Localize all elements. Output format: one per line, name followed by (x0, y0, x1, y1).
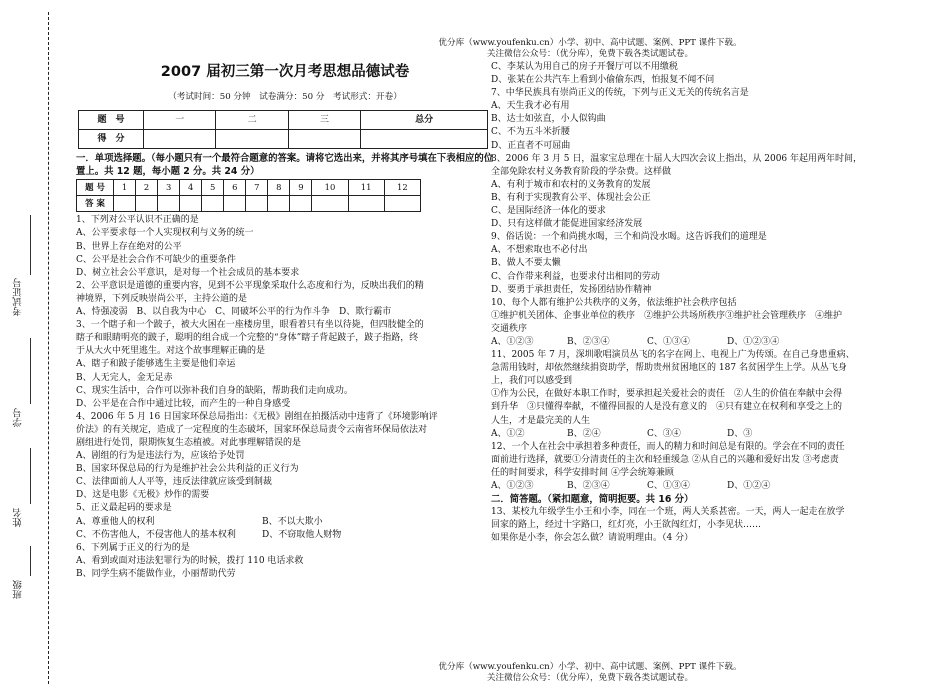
exam-id-fill-line[interactable] (30, 215, 31, 275)
header-bottom (260, 662, 920, 684)
score-table-row (79, 111, 488, 130)
option-c: C、③④ (647, 428, 681, 439)
section1-heading: 一．单项选择题。（每小题只有一个最符合题意的答案。请将它选出来，并将其序号填在下表相应的位置上。共 12 题，每小题 2 分。共 24 分） (76, 153, 494, 178)
question-line: 到升华 ③只懂得奉献，不懂得回报的人是没有意义的 ④只有建立在权利和享受之上的 (491, 402, 843, 413)
answer-header-cell: 2 (136, 180, 158, 196)
question-line: 神境界，下列反映崇尚公平，主持公道的是 (76, 293, 248, 304)
score-input-cell[interactable] (144, 130, 216, 149)
q5-options-row2 (76, 529, 494, 542)
answer-header-cell: 7 (246, 180, 268, 196)
answer-input-cell[interactable] (290, 196, 312, 212)
answer-table (76, 179, 421, 212)
question-line: 9、俗话说：一个和尚挑水喝，三个和尚没水喝。这告诉我们的道理是 (491, 232, 767, 243)
answer-input-cell[interactable] (180, 196, 202, 212)
header-line1: 优分库（www.youfenku.cn）小学、初中、高中试题、案例、PPT 课件下载。 (438, 38, 742, 48)
score-cell: 得 分 (79, 130, 144, 149)
answer-input-cell[interactable] (384, 196, 420, 212)
q5-options-row1 (76, 516, 494, 529)
question-line: C、现实生活中，合作可以弥补我们自身的缺陷，帮助我们走向成功。 (76, 385, 353, 396)
score-cell: 一 (144, 111, 216, 130)
answer-header-cell: 1 (114, 180, 136, 196)
question-line: D、要勇于承担责任，发扬团结协作精神 (491, 284, 652, 295)
page-title: 2007 届初三第一次月考思想品德试卷 (160, 64, 410, 80)
option-c: C、不伤害他人，不侵害他人的基本权利 (76, 529, 236, 540)
option-d: D、①②③④ (727, 336, 780, 347)
question-line: 10、每个人都有维护公共秩序的义务，依法维护社会秩序包括 (491, 297, 737, 308)
q12-options (491, 480, 923, 493)
option-a: A、①② (491, 428, 525, 439)
answer-input-cell[interactable] (114, 196, 136, 212)
option-b: B、②③④ (567, 481, 610, 491)
score-cell: 题 号 (79, 111, 144, 130)
question-line: A、剧组的行为是违法行为，应该给予处罚 (76, 451, 245, 462)
option-b: B、②④ (567, 428, 601, 439)
answer-input-cell[interactable] (268, 196, 290, 212)
question-line: 8、2006 年 3 月 5 日，温家宝总理在十届人大四次会议上指出，从 2006 年起用两年时间， (491, 153, 863, 164)
question-line: A、不想索取也不必付出 (491, 245, 588, 256)
answer-input-cell[interactable] (158, 196, 180, 212)
option-c: C、①③④ (647, 481, 690, 491)
answer-header-cell: 题 号 (77, 180, 114, 196)
answer-input-cell[interactable] (136, 196, 158, 212)
score-table-row (79, 130, 488, 149)
left-question-lines (76, 214, 494, 581)
answer-header-cell: 12 (384, 180, 420, 196)
question-line: 7、中华民族具有崇尚正义的传统，下列与正义无关的传统名言是 (491, 88, 749, 99)
answer-header-cell: 10 (312, 180, 348, 196)
score-cell: 总分 (361, 111, 488, 130)
answer-header-cell: 5 (202, 180, 224, 196)
question-line: 回家的路上，经过十字路口，红灯亮，小王欲闯红灯，小李见状…… (491, 520, 762, 531)
option-b: B、②③④ (567, 336, 610, 347)
question-line: 价法》的有关规定，造成了一定程度的生态破坏，国家环保总局责令云南省环保局依法对 (76, 424, 428, 435)
question-line: 任的时间要求，科学安排时间 ④学会统筹兼顾 (491, 467, 674, 478)
binding-dashed-line (48, 12, 49, 684)
q11-options (491, 428, 923, 441)
question-line: ①作为公民，在做好本职工作时，要承担起关爱社会的责任 ②人生的价值在奉献中会得 (491, 389, 843, 400)
question-line: D、只有这样做才能促进国家经济发展 (491, 219, 643, 230)
footer-line1: 优分库（www.youfenku.cn）小学、初中、高中试题、案例、PPT 课件下载。 (438, 662, 742, 672)
option-c: C、①③④ (647, 336, 690, 347)
question-line: A、瞎子和跛子能够逃生主要是他们幸运 (76, 359, 236, 370)
option-d: D、不窃取他人财物 (262, 529, 342, 540)
score-cell: 三 (288, 111, 360, 130)
seat-label: 学号 (13, 408, 24, 427)
answer-header-cell: 3 (158, 180, 180, 196)
question-line: B、人无完人，金无足赤 (76, 372, 173, 383)
option-d: D、①②④ (727, 481, 771, 491)
answer-table-answer-row (77, 196, 421, 212)
answer-input-cell[interactable] (202, 196, 224, 212)
question-line: B、同学生病不能做作业，小丽帮助代劳 (76, 568, 236, 579)
question-line: D、树立社会公平意识，是对每一个社会成员的基本要求 (76, 267, 300, 278)
answer-label-cell: 答 案 (77, 196, 114, 212)
question-line: 剧组进行处罚，限期恢复生态植被。对此事理解错误的是 (76, 437, 302, 448)
question-line: A、天生我才必有用 (491, 101, 570, 112)
option-b: B、不以大欺小 (262, 516, 323, 527)
option-a: A、①②③ (491, 481, 534, 491)
score-input-cell[interactable] (361, 130, 488, 149)
score-input-cell[interactable] (288, 130, 360, 149)
question-line: 2、公平意识是道德的重要内容，见到不公平现象采取什么态度和行为，反映出我们的精 (76, 280, 424, 291)
class-label: 班级 (13, 580, 24, 599)
exam-id-label: 考试证号 (13, 278, 24, 316)
option-d: D、③ (727, 428, 753, 439)
score-input-cell[interactable] (216, 130, 288, 149)
question-line: 交通秩序 (491, 323, 528, 334)
class-fill-line[interactable] (30, 546, 31, 576)
answer-header-cell: 6 (224, 180, 246, 196)
answer-header-cell: 4 (180, 180, 202, 196)
question-line: C、不为五斗米折腰 (491, 127, 570, 138)
question-line: B、达士如弦直，小人似钩曲 (491, 114, 606, 125)
seat-fill-line[interactable] (30, 338, 31, 404)
answer-input-cell[interactable] (224, 196, 246, 212)
question-line: 全部免除农村义务教育阶段的学杂费。这样做 (491, 166, 672, 177)
question-line: A、看到或面对违法犯罪行为的时候，拨打 110 电话求救 (76, 555, 304, 566)
answer-input-cell[interactable] (312, 196, 348, 212)
question-line: D、正直者不可屈曲 (491, 140, 571, 151)
question-line: 13、某校九年级学生小王和小李，同在一个班，两人关系甚密。一天，两人一起走在放学 (491, 507, 845, 518)
question-line: 瞎子和眼睛明亮的跛子，聪明的组合成一个完整的“身体”瞎子背起跛子，跛子指路，终 (76, 333, 419, 344)
answer-header-cell: 8 (268, 180, 290, 196)
answer-input-cell[interactable] (246, 196, 268, 212)
score-table (78, 110, 488, 149)
option-a: A、尊重他人的权利 (76, 516, 155, 527)
question-line: C、法律面前人人平等，违反法律就应该受到制裁 (76, 477, 272, 488)
question-line: 人生，才是最完美的人生 (491, 415, 591, 426)
question-line: 面前进行选择，就要①分清责任的主次和轻重缓急 ②从自己的兴趣和爱好出发 ③考虑责 (491, 454, 839, 465)
question-line: B、做人不要太懒 (491, 258, 561, 269)
question-line: B、世界上存在绝对的公平 (76, 241, 182, 252)
question-line: C、是国际经济一体化的要求 (491, 206, 606, 217)
answer-input-cell[interactable] (348, 196, 384, 212)
option-a: A、①②③ (491, 336, 534, 347)
question-line: 5、正义最起码的要求是 (76, 503, 172, 514)
question-line: B、国家环保总局的行为是维护社会公共利益的正义行为 (76, 464, 299, 475)
question-line: 如果你是小李，你会怎么做？请说明理由。（4 分） (491, 533, 694, 544)
q10-options (491, 336, 923, 349)
answer-header-cell: 9 (290, 180, 312, 196)
question-line: B、有利于实现教育公平、体现社会公正 (491, 192, 651, 203)
name-label: 姓名 (13, 508, 24, 527)
question-line: 6、下列属于正义的行为的是 (76, 542, 190, 553)
answer-header-cell: 11 (348, 180, 384, 196)
exam-info: （考试时间：50 分钟 试卷满分：50 分 考试形式：开卷） (168, 92, 402, 103)
question-line: 于从大火中死里逃生。对这个故事理解正确的是 (76, 346, 266, 357)
footer-line2: 关注微信公众号：（优分库），免费下载各类试题试卷。 (486, 673, 694, 683)
question-line: A、有利于城市和农村的义务教育的发展 (491, 179, 651, 190)
right-column (491, 61, 923, 545)
question-line: 上，我们可以感受到 (491, 376, 573, 387)
header-line2: 关注微信公众号：（优分库），免费下载各类试题试卷。 (486, 49, 694, 59)
question-line: D、这是电影《无极》炒作的需要 (76, 490, 210, 501)
section2-heading: 二．简答题。（紧扣题意，简明扼要。共 16 分） (491, 494, 694, 506)
question-line: C、李某认为用自己的房子开餐厅可以不用缴税 (491, 62, 678, 72)
left-column (76, 56, 494, 581)
question-line: C、公平是社会合作不可缺少的重要条件 (76, 254, 236, 265)
question-line: C、合作带来利益，也要求付出相同的劳动 (491, 271, 660, 282)
question-line: D、张某在公共汽车上看到小偷偷东西，怕报复不闻不问 (491, 75, 715, 86)
question-line: A、公平要求每一个人实现权利与义务的统一 (76, 228, 254, 239)
question-line: 3、一个瞎子和一个跛子，被大火困在一座楼房里，眼看着只有坐以待毙，但四肢健全的 (76, 320, 424, 331)
question-line: A、恃强凌弱 B、以自我为中心 C、同破坏公平的行为作斗争 D、欺行霸市 (76, 307, 392, 318)
question-line: 4、2006 年 5 月 16 日国家环保总局指出：《无极》剧组在拍摄活动中违背了《环境影响评 (76, 411, 438, 422)
question-line: 11、2005 年 7 月，深圳歌唱演员丛飞的名字在网上、电视上广为传颂。在自己身患重病、 (491, 350, 855, 361)
question-line: ①维护机关团体、企事业单位的秩序 ②维护公共场所秩序③维护社会管理秩序 ④维护 (491, 310, 843, 321)
name-fill-line[interactable] (30, 448, 31, 504)
question-line: D、公平是在合作中通过比较，而产生的一种自身感受 (76, 398, 291, 409)
answer-table-header-row (77, 180, 421, 196)
score-cell: 二 (216, 111, 288, 130)
question-line: 1、下列对公平认识不正确的是 (76, 215, 199, 226)
question-line: 急需用钱时，却依然继续捐资助学，帮助贵州贫困地区的 187 名贫困学生上学。从丛飞身 (491, 363, 847, 374)
question-line: 12、一个人在社会中承担着多种责任，而人的精力和时间总是有限的。学会在不同的责任 (491, 441, 845, 452)
